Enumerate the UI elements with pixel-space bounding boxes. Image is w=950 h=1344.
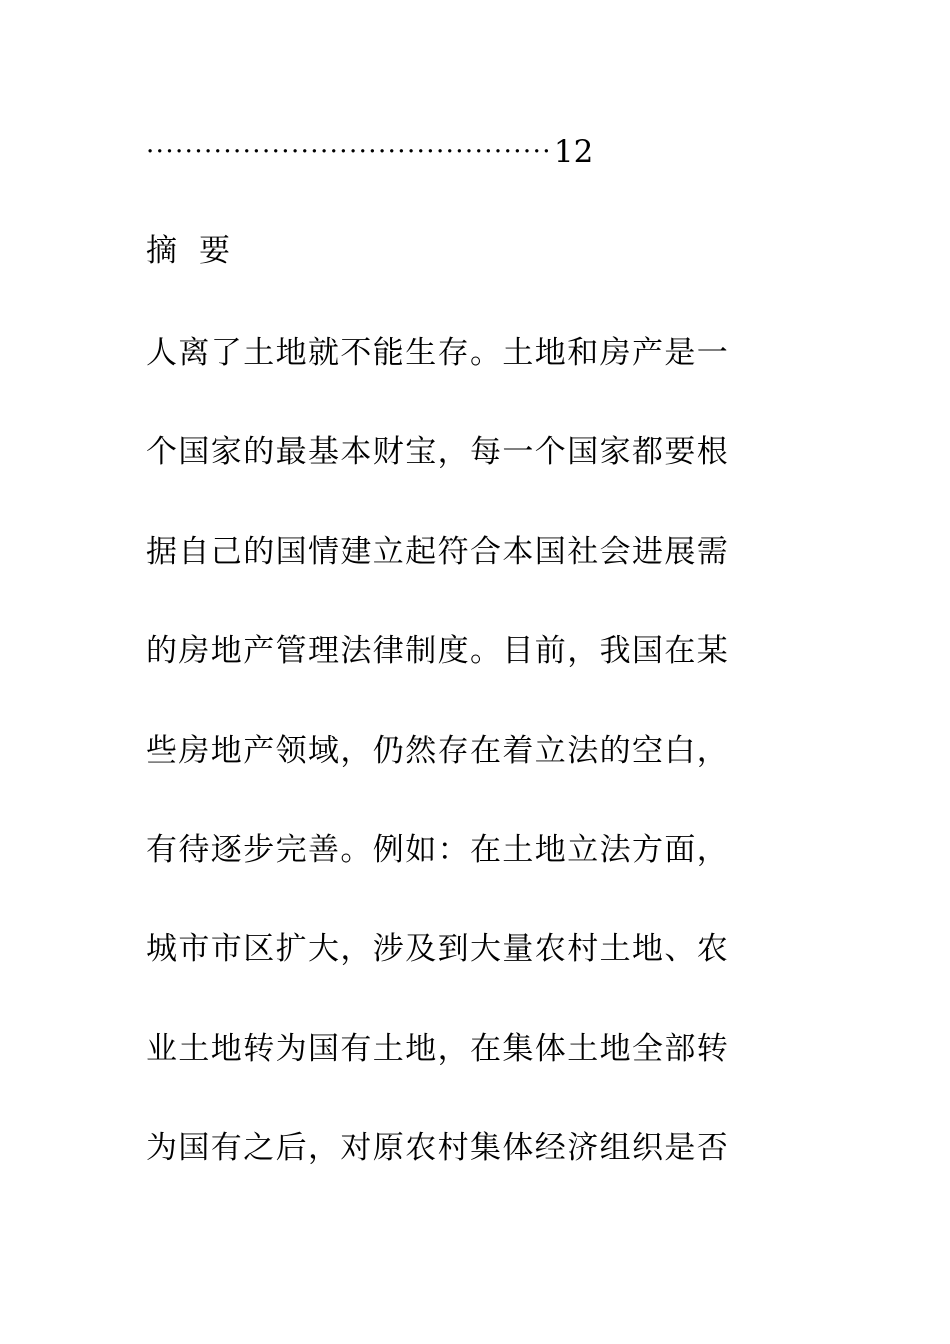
abstract-line: 的房地产管理法律制度。目前，我国在某 <box>146 633 730 670</box>
abstract-heading: 摘要 <box>146 233 252 269</box>
abstract-line: 人离了土地就不能生存。土地和房产是一 <box>146 335 730 371</box>
abstract-body <box>146 329 786 1224</box>
abstract-line: 为国有之后，对原农村集体经济组织是否 <box>146 1130 730 1167</box>
toc-leader-dots: ·········································· <box>146 137 552 167</box>
abstract-line: 有待逐步完善。例如：在土地立法方面， <box>146 831 730 868</box>
abstract-line: 据自己的国情建立起符合本国社会进展需 <box>146 533 730 570</box>
abstract-line: 些房地产领域，仍然存在着立法的空白， <box>146 732 730 769</box>
toc-page-number: 12 <box>553 134 594 170</box>
abstract-line: 业土地转为国有土地，在集体土地全部转 <box>146 1030 730 1067</box>
abstract-line: 个国家的最基本财宝，每一个国家都要根 <box>146 434 730 471</box>
abstract-line: 城市市区扩大，涉及到大量农村土地、农 <box>146 931 730 968</box>
toc-entry <box>146 128 593 176</box>
